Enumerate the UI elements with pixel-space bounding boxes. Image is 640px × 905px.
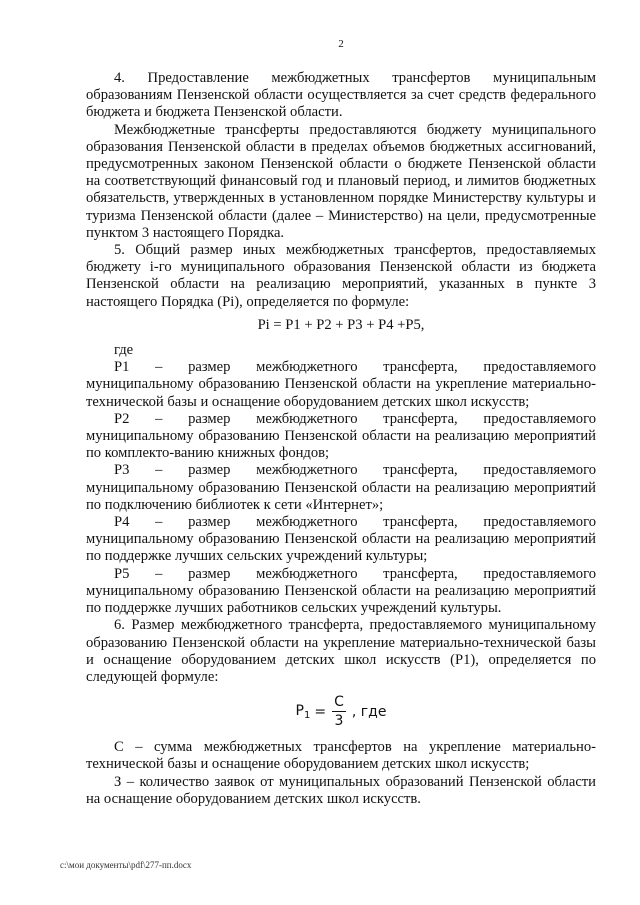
formula-denominator: 3 bbox=[334, 713, 344, 730]
formula-fraction bbox=[332, 694, 346, 729]
definition-p2: P2 – размер межбюджетного трансферта, предоставляемого муниципальному образованию Пензенской области на реализацию мероприятий по комплекто-ванию книжных фондов; bbox=[86, 410, 596, 462]
footer-file-path: c:\мои документы\pdf\277-пп.docx bbox=[60, 860, 192, 870]
formula-suffix: , где bbox=[351, 703, 387, 720]
paragraph-6: 6. Размер межбюджетного трансферта, предоставляемого муниципальному образованию Пензенской области на укрепление материально-технической базы и оснащение оборудованием детских школ искусств (P1), определяется по следующей формуле: bbox=[86, 617, 596, 685]
definition-p1: P1 – размер межбюджетного трансферта, предоставляемого муниципальному образованию Пензенской области на укрепление материально-технической базы и оснащение оборудованием детских школ искусств; bbox=[86, 359, 596, 410]
definition-p4: P4 – размер межбюджетного трансферта, предоставляемого муниципальному образованию Пензенской области на реализацию мероприятий по поддержке лучших сельских учреждений культуры; bbox=[86, 514, 596, 565]
paragraph-4: 4. Предоставление межбюджетных трансфертов муниципальным образованиям Пензенской области осуществляется за счет средств федерального бюджета и бюджета Пензенской области. bbox=[86, 70, 596, 121]
formula-equals: = bbox=[314, 703, 327, 720]
formula-numerator: C bbox=[334, 694, 344, 711]
formula-pi: Pi = P1 + P2 + P3 + P4 +P5, bbox=[257, 316, 425, 333]
formula-p1 bbox=[86, 694, 596, 729]
definition-c: C – сумма межбюджетных трансфертов на укрепление материально-технической базы и оснащение оборудованием детских школ искусств; bbox=[86, 739, 596, 773]
definition-p5: P5 – размер межбюджетного трансферта, предоставляемого муниципальному образованию Пензенской области на реализацию мероприятий по поддержке лучших работников сельских учреждений культуры. bbox=[86, 565, 596, 617]
formula-lhs-subscript: 1 bbox=[304, 709, 311, 721]
where-label: где bbox=[114, 342, 134, 359]
page-number: 2 bbox=[338, 38, 344, 50]
document-body bbox=[86, 70, 596, 808]
formula-lhs: $P_1$ bbox=[295, 702, 311, 721]
definition-p3: P3 – размер межбюджетного трансферта, предоставляемого муниципальному образованию Пензенской области на реализацию мероприятий по подключению библиотек к сети «Интернет»; bbox=[86, 462, 596, 513]
document-page bbox=[86, 38, 596, 808]
paragraph-5: 5. Общий размер иных межбюджетных трансфертов, предоставляемых бюджету i-го муниципального образования Пензенской области из бюджета Пензенской области на реализацию мероприятий, указанных в пункте 3 настоящего Порядка (Pi), определяется по формуле: bbox=[86, 242, 596, 310]
definition-z: З – количество заявок от муниципальных образований Пензенской области на оснащение оборудованием детских школ искусств. bbox=[86, 773, 596, 807]
paragraph-transfers: Межбюджетные трансферты предоставляются бюджету муниципального образования Пензенской области в пределах объемов бюджетных ассигнований, предусмотренных законом Пензенской области о бюджете Пензенской области на соответствующий финансовый год и плановый период, и лимитов бюджетных обязательств, утвержденных в установленном порядке Министерству культуры и туризма Пензенской области (далее – Министерство) на цели, предусмотренные пунктом 3 настоящего Порядка. bbox=[86, 121, 596, 241]
